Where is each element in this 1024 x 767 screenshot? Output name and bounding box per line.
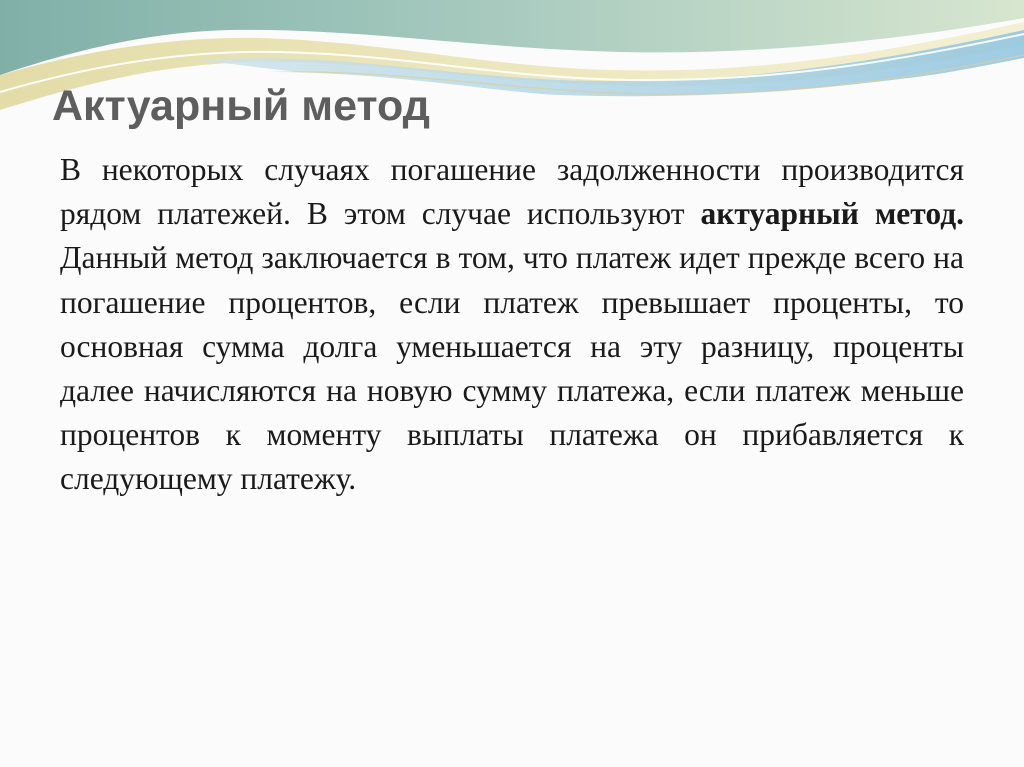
paragraph-text-part1: В некоторых случаях погашение задолженности производится рядом платежей. В этом случае используют [60, 152, 964, 232]
body-paragraph [60, 148, 964, 502]
paragraph-text-part2: Данный метод заключается в том, что платеж идет прежде всего на погашение процентов, если платеж превышает проценты, то основная сумма долга уменьшается на эту разницу, проценты далее начисляются на новую сумму платежа, если платеж меньше процентов к моменту выплаты платежа он прибавляется к следующему платежу. [60, 240, 964, 497]
page-title: Актуарный метод [52, 82, 430, 130]
highlighted-term: актуарный метод. [700, 196, 965, 232]
